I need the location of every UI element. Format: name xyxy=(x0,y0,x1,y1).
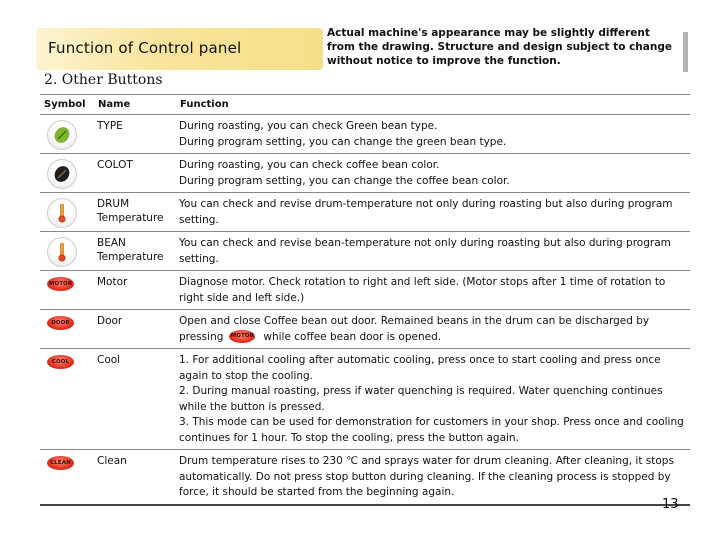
column-header-symbol: Symbol xyxy=(40,95,94,115)
page-number: 13 xyxy=(662,497,679,512)
motor-button-inline-icon: MOTOR xyxy=(229,330,255,343)
row-name: Cool xyxy=(94,349,176,450)
door-button-icon: DOOR xyxy=(47,316,74,330)
function-line: 3. This mode can be used for demonstration for customers in your shop. Press once and cooling continues for 1 hour. To stop the cooling, press the button again. xyxy=(179,416,684,444)
function-line: 2. During manual roasting, press if water quenching is required. Water quenching continues while the button is pressed. xyxy=(179,385,663,413)
column-header-name: Name xyxy=(94,95,176,115)
table-row xyxy=(40,232,690,271)
table-row xyxy=(40,450,690,505)
row-name: COLOT xyxy=(94,154,176,193)
function-line: Open and close Coffee bean out door. Remained beans in the drum can be discharged by pressing xyxy=(179,315,650,343)
row-name: BEAN Temperature xyxy=(94,232,176,271)
function-line: During roasting, you can check Green bean type. xyxy=(179,120,438,132)
coffee-bean-icon xyxy=(47,159,77,189)
table-header-row xyxy=(40,95,690,115)
function-line: During program setting, you can change the green bean type. xyxy=(179,135,507,148)
function-line: 1. For additional cooling after automatic cooling, press once to start cooling and press once again to stop the cooling. xyxy=(179,354,661,382)
function-line: During program setting, you can change the coffee bean color. xyxy=(179,174,510,187)
function-line: Drum temperature rises to 230 ℃ and sprays water for drum cleaning. After cleaning, it stops automatically. Do not press stop button during cleaning. If the cleaning process is stopped by force, it should be started from the beginning again. xyxy=(179,455,674,498)
clean-button-icon: CLEAN xyxy=(47,456,74,470)
table-row xyxy=(40,349,690,450)
row-name: Clean xyxy=(94,450,176,505)
function-line: while coffee bean door is opened. xyxy=(263,330,442,343)
page-title: Function of Control panel xyxy=(48,39,242,57)
table-row xyxy=(40,271,690,310)
motor-button-icon: MOTOR xyxy=(47,277,74,291)
row-name: Door xyxy=(94,310,176,349)
function-line: You can check and revise drum-temperature not only during roasting but also during program setting. xyxy=(179,198,673,226)
section-header-box xyxy=(36,28,323,70)
row-name: TYPE xyxy=(94,115,176,154)
row-name: DRUM Temperature xyxy=(94,193,176,232)
thermometer-icon xyxy=(47,198,77,228)
section-title: 2. Other Buttons xyxy=(44,72,163,88)
function-line: Diagnose motor. Check rotation to right and left side. (Motor stops after 1 time of rotation to right side and left side.) xyxy=(179,276,666,304)
row-name: Motor xyxy=(94,271,176,310)
table-row xyxy=(40,193,690,232)
cool-button-icon: COOL xyxy=(47,355,74,369)
buttons-table xyxy=(40,94,690,506)
disclaimer-notice: Actual machine's appearance may be slightly different from the drawing. Structure and design subject to change without notice to improve the function. xyxy=(327,27,672,67)
function-line: During roasting, you can check coffee bean color. xyxy=(179,159,440,171)
table-row xyxy=(40,310,690,349)
side-divider-bar xyxy=(683,32,688,72)
table-row xyxy=(40,115,690,154)
function-line: You can check and revise bean-temperature not only during roasting but also during program setting. xyxy=(179,237,671,265)
table-row xyxy=(40,154,690,193)
thermometer-icon xyxy=(47,237,77,267)
column-header-function: Function xyxy=(176,95,690,115)
green-bean-icon xyxy=(47,120,77,150)
